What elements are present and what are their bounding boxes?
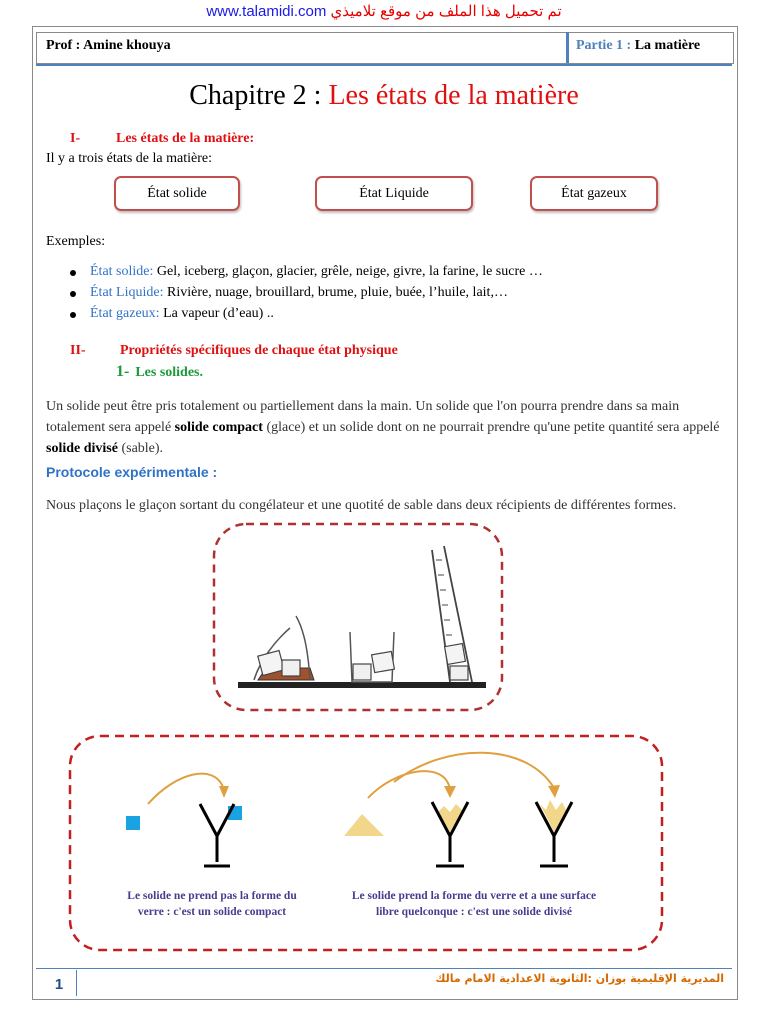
ice-cube-beaker [372,651,395,672]
state-box-liquid: État Liquide [315,176,473,211]
ice-cube-cylinder [445,644,466,665]
arrow-head-sand-1 [444,786,456,798]
example-key: État Liquide: [90,285,164,300]
arrow-head-ice [219,786,229,798]
ice-cube-outside [126,816,140,830]
subsection-title: Les solides. [135,365,204,380]
header-rule [36,64,732,66]
state-box-solid: État solide [114,176,240,211]
protocol-text: Nous plaçons le glaçon sortant du congélateur et une quotité de sable dans deux récipients de différentes formes. [46,498,677,513]
caption-compact [106,888,318,920]
partie-number: Partie 1 : [576,38,632,53]
table-surface [238,682,486,688]
bullet-icon [70,270,76,276]
example-text: La vapeur (d’eau) .. [163,306,274,321]
glasses-figure [66,732,666,954]
para-bold-compact: solide compact [174,420,263,435]
caption-divise-line2: libre quelconque : c'est une solide divisé [376,906,572,918]
ice-cube-flask-2 [282,660,300,676]
arrow-ice [148,774,224,804]
caption-divise [322,888,626,920]
list-item [72,306,543,327]
example-text: Gel, iceberg, glaçon, glacier, grêle, neige, givre, la farine, le sucre … [156,264,543,279]
protocol-title: Protocole expérimentale : [46,464,218,480]
banner-url[interactable]: www.talamidi.com [206,3,327,20]
section1-heading [70,131,255,147]
section1-title: Les états de la matière: [116,131,255,146]
arrow-sand-1 [368,771,450,798]
containers-figure [210,520,506,714]
caption-compact-line2: verre : c'est un solide compact [137,906,287,918]
section2-title: Propriétés spécifiques de chaque état physique [120,343,398,358]
list-item [72,264,543,285]
chapter-name: Les états de la matière [328,80,579,111]
page-number: 1 [54,976,64,993]
ice-cube-beaker-2 [353,664,371,680]
para-text-1: Un solide peut être pris totalement ou partiellement dans la main. Un solide que l'on pourra prendre dans sa main totalement sera appelé [46,399,680,435]
example-text: Rivière, nuage, brouillard, brume, pluie, buée, l’huile, lait,… [166,285,508,300]
para-text-2: (glace) et un solide dont on ne pourrait prendre qu'une petite quantité sera appelé [262,420,720,435]
subsection-number: 1- [116,363,130,380]
section2-number: II- [70,343,86,358]
examples-list [72,264,543,327]
partie-label [576,38,700,54]
header-separator [566,32,569,63]
footer-rule [36,968,732,969]
prof-name: Prof : Amine khouya [46,38,171,53]
ice-cube-cylinder-2 [450,666,468,680]
example-key: État gazeux: [90,306,160,321]
caption-compact-line1: Le solide ne prend pas la forme du [127,890,297,902]
banner-arabic-text: تم تحميل هذا الملف من موقع تلاميذي [330,3,562,20]
examples-label: Exemples: [46,234,106,249]
arrow-head-sand-2 [548,785,560,798]
caption-divise-line1: Le solide prend la forme du verre et a une surface [351,890,597,902]
sand-pile-outside [344,814,384,836]
chapter-title [0,80,768,112]
partie-title: La matière [634,38,701,53]
subsection-heading [116,363,203,381]
section2-heading [70,343,398,359]
bullet-icon [70,312,76,318]
solids-paragraph [46,396,726,459]
footer-school-text: المديرية الإقليمية بوزان :الثانوية الاعدادية الامام مالك [435,972,724,985]
para-bold-divise: solide divisé [46,441,118,456]
chapter-prefix: Chapitre 2 : [189,80,322,111]
section1-number: I- [70,131,81,146]
list-item [72,285,543,306]
arrow-sand-2 [394,753,554,788]
example-key: État solide: [90,264,154,279]
footer-separator [76,970,77,996]
section1-intro: Il y a trois états de la matière: [46,151,212,166]
glass-2 [432,802,468,866]
para-text-3: (sable). [117,441,164,456]
bullet-icon [70,291,76,297]
state-box-gas: État gazeux [530,176,658,211]
glass-1 [200,804,234,866]
download-banner[interactable] [0,2,768,20]
